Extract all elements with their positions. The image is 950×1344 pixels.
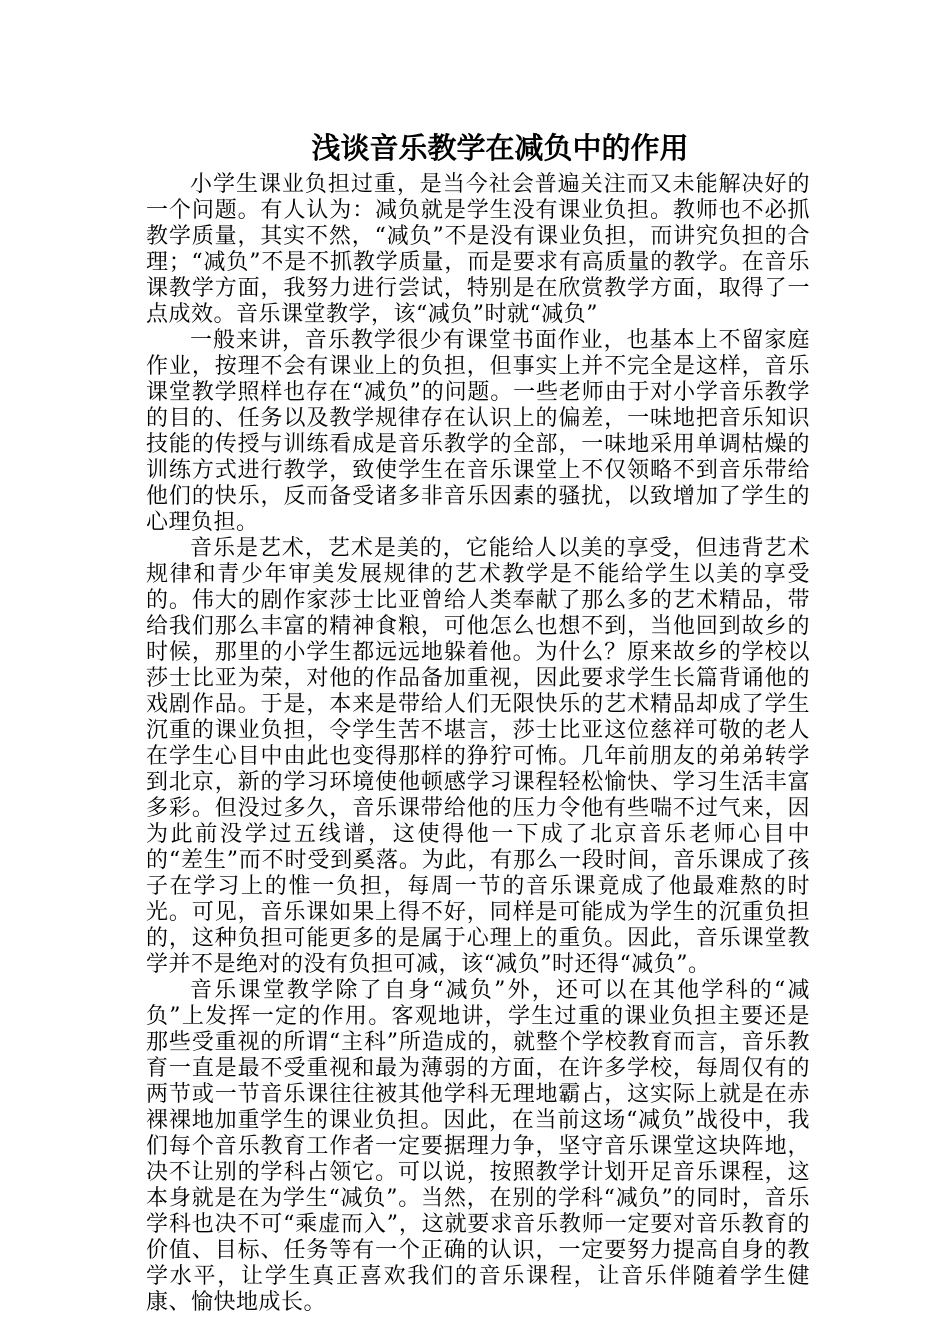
paragraph: 音乐是艺术，艺术是美的，它能给人以美的享受，但违背艺术规律和青少年审美发展规律的艺术教学是不能给学生以美的享受的。伟大的剧作家莎士比亚曾给人类奉献了那么多的艺术精品，带给我们那么丰富的精神食粮，可他怎么也想不到，当他回到故乡的时候，那里的小学生都远远地躲着他。为什么？原来故乡的学校以莎士比亚为荣，对他的作品备加重视，因此要求学生长篇背诵他的戏剧作品。于是，本来是带给人们无限快乐的艺术精品却成了学生沉重的课业负担，令学生苦不堪言，莎士比亚这位慈祥可敬的老人在学生心目中由此也变得那样的狰狞可怖。几年前朋友的弟弟转学到北京，新的学习环境使他顿感学习课程轻松愉快、学习生活丰富多彩。但没过多久，音乐课带给他的压力令他有些喘不过气来，因为此前没学过五线谱，这使得他一下成了北京音乐老师心目中的“差生”而不时受到奚落。为此，有那么一段时间，音乐课成了孩子在学习上的惟一负担，每周一节的音乐课竟成了他最难熬的时光。可见，音乐课如果上得不好，同样是可能成为学生的沉重负担的，这种负担可能更多的是属于心理上的重负。因此，音乐课堂教学并不是绝对的没有负担可减，该“减负”时还得“减负”。 xyxy=(146,536,810,977)
paragraph: 一般来讲，音乐教学很少有课堂书面作业，也基本上不留家庭作业，按理不会有课业上的负担，但事实上并不完全是这样，音乐课堂教学照样也存在“减负”的问题。一些老师由于对小学音乐教学的目的、任务以及教学规律存在认识上的偏差，一味地把音乐知识技能的传授与训练看成是音乐教学的全部，一味地采用单调枯燥的训练方式进行教学，致使学生在音乐课堂上不仅领略不到音乐带给他们的快乐，反而备受诸多非音乐因素的骚扰，以致增加了学生的心理负担。 xyxy=(146,328,810,535)
document-title: 浅谈音乐教学在减负中的作用 xyxy=(311,131,689,165)
document-body xyxy=(146,172,810,1316)
paragraph: 小学生课业负担过重，是当今社会普遍关注而又未能解决好的一个问题。有人认为：减负就是学生没有课业负担。教师也不必抓教学质量，其实不然，“减负”不是没有课业负担，而讲究负担的合理；“减负”不是不抓教学质量，而是要求有高质量的教学。在音乐课教学方面，我努力进行尝试，特别是在欣赏教学方面，取得了一点成效。音乐课堂教学，该“减负”时就“减负” xyxy=(146,172,810,327)
paragraph: 音乐课堂教学除了自身“减负”外，还可以在其他学科的“减负”上发挥一定的作用。客观地讲，学生过重的课业负担主要还是那些受重视的所谓“主科”所造成的，就整个学校教育而言，音乐教育一直是最不受重视和最为薄弱的方面，在许多学校，每周仅有的两节或一节音乐课往往被其他学科无理地霸占，这实际上就是在赤裸裸地加重学生的课业负担。因此，在当前这场“减负”战役中，我们每个音乐教育工作者一定要据理力争，坚守音乐课堂这块阵地，决不让别的学科占领它。可以说，按照教学计划开足音乐课程，这本身就是在为学生“减负”。当然，在别的学科“减负”的同时，音乐学科也决不可“乘虚而入”，这就要求音乐教师一定要对音乐教育的价值、目标、任务等有一个正确的认识，一定要努力提高自身的教学水平，让学生真正喜欢我们的音乐课程，让音乐伴随着学生健康、愉快地成长。 xyxy=(146,978,810,1315)
